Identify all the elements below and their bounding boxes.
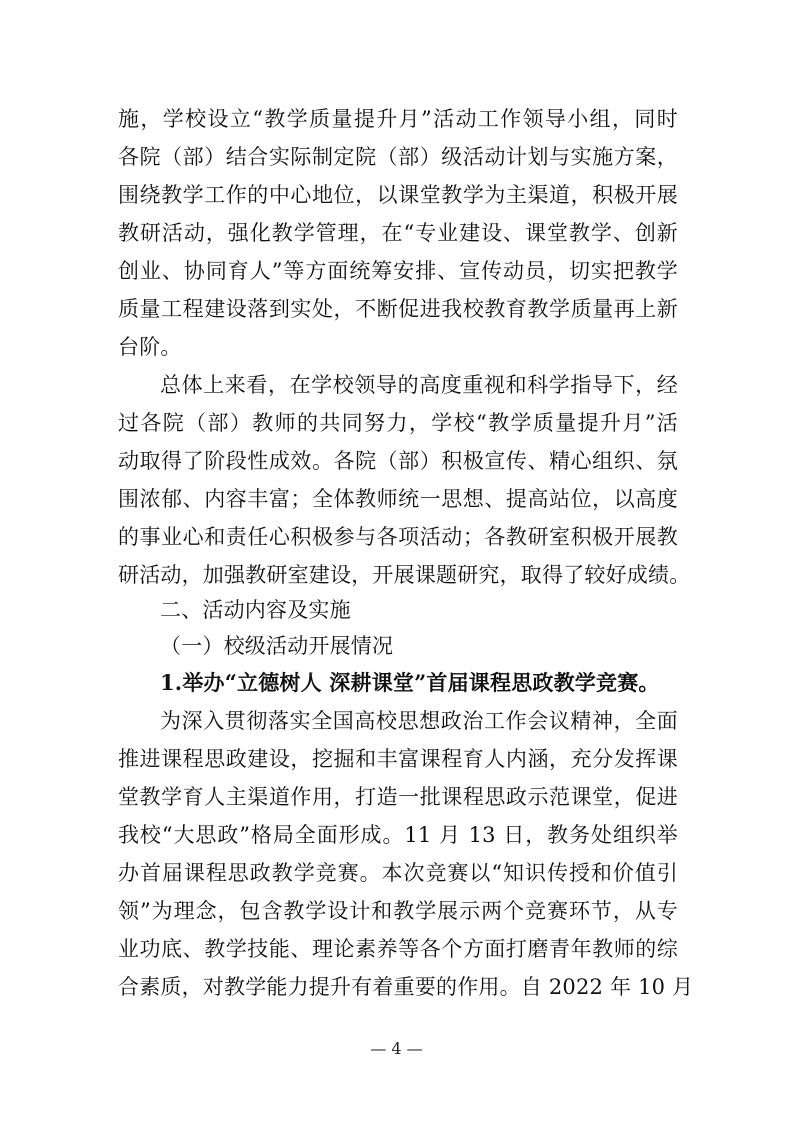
paragraph-line: 施，学校设立“教学质量提升月”活动工作领导小组，同时	[118, 107, 678, 131]
paragraph-line: 质量工程建设落到实处，不断促进我校教育教学质量再上新	[118, 297, 678, 321]
paragraph-line: 的事业心和责任心积极参与各项活动；各教研室积极开展教	[118, 525, 678, 549]
paragraph-line: 合素质，对教学能力提升有着重要的作用。自 2022 年 10 月	[118, 975, 694, 999]
paragraph-line: 台阶。	[118, 335, 182, 359]
paragraph-line: 围绕教学工作的中心地位，以课堂教学为主渠道，积极开展	[118, 183, 678, 207]
paragraph-line: 堂教学育人主渠道作用，打造一批课程思政示范课堂，促进	[118, 785, 678, 809]
paragraph-line: 创业、协同育人”等方面统筹安排、宣传动员，切实把教学	[118, 259, 678, 283]
paragraph-line: 教研活动，强化教学管理，在“专业建设、课堂教学、创新	[118, 221, 678, 245]
page-number: — 4 —	[370, 1039, 423, 1058]
paragraph-line: 各院（部）结合实际制定院（部）级活动计划与实施方案，	[118, 145, 678, 169]
paragraph-line: 过各院（部）教师的共同努力，学校“教学质量提升月”活	[118, 411, 678, 435]
item-heading: 1.举办“立德树人 深耕课堂”首届课程思政教学竞赛。	[160, 670, 660, 695]
paragraph-line: 我校“大思政”格局全面形成。11 月 13 日，教务处组织举	[118, 823, 678, 847]
paragraph-line: 推进课程思政建设，挖掘和丰富课程育人内涵，充分发挥课	[118, 747, 678, 771]
paragraph-line: 办首届课程思政教学竞赛。本次竞赛以“知识传授和价值引	[118, 861, 678, 885]
paragraph-line: 领”为理念，包含教学设计和教学展示两个竞赛环节，从专	[118, 899, 678, 923]
paragraph-line: 总体上来看，在学校领导的高度重视和科学指导下，经	[160, 373, 678, 397]
paragraph-line: 围浓郁、内容丰富；全体教师统一思想、提高站位，以高度	[118, 487, 678, 511]
section-heading: 二、活动内容及实施	[160, 598, 351, 622]
subsection-heading: （一）校级活动开展情况	[160, 634, 394, 658]
paragraph-line: 为深入贯彻落实全国高校思想政治工作会议精神，全面	[160, 709, 678, 733]
paragraph-line: 业功底、教学技能、理论素养等各个方面打磨青年教师的综	[118, 937, 678, 961]
paragraph-line: 研活动，加强教研室建设，开展课题研究，取得了较好成绩。	[118, 563, 691, 587]
paragraph-line: 动取得了阶段性成效。各院（部）积极宣传、精心组织、氛	[118, 449, 678, 473]
